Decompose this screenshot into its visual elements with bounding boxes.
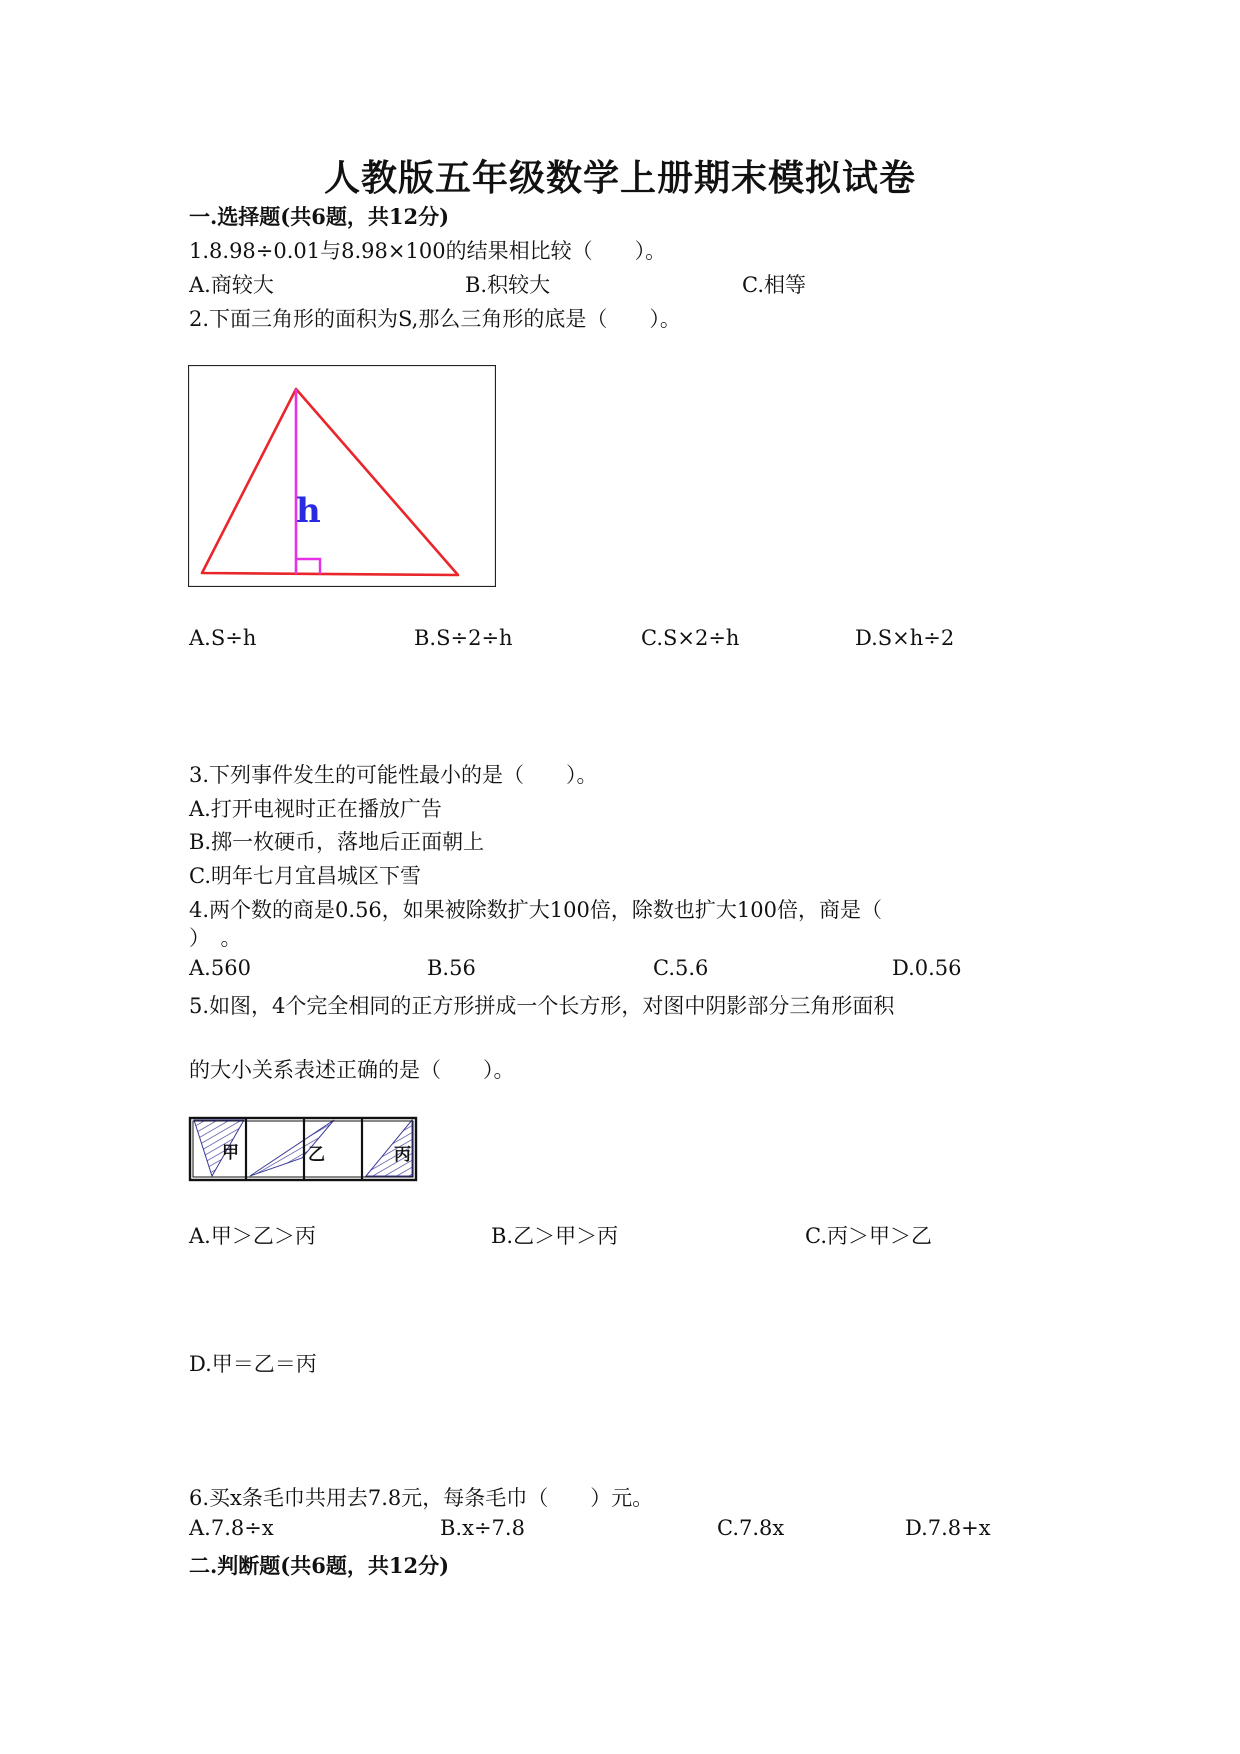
question-2-option-b: B.S÷2÷h [414,626,513,650]
label-bing: 丙 [394,1145,411,1165]
label-jia: 甲 [222,1143,239,1163]
question-1-stem: 1.8.98÷0.01与8.98×100的结果相比较（ ）。 [189,239,667,263]
section-heading-choice: 一.选择题(共6题，共12分) [189,204,450,229]
question-5-stem-line1: 5.如图，4个完全相同的正方形拼成一个长方形，对图中阴影部分三角形面积 [189,994,895,1018]
question-5-option-b: B.乙＞甲＞丙 [491,1224,619,1248]
question-2-stem: 2.下面三角形的面积为S,那么三角形的底是（ ）。 [189,307,681,331]
question-3-option-c: C.明年七月宜昌城区下雪 [189,864,421,888]
question-6-option-b: B.x÷7.8 [440,1516,525,1540]
question-6-stem: 6.买x条毛巾共用去7.8元，每条毛巾（ ）元。 [189,1486,654,1510]
question-2-option-d: D.S×h÷2 [855,626,955,650]
question-4-option-b: B.56 [427,956,476,980]
question-3-stem: 3.下列事件发生的可能性最小的是（ ）。 [189,763,598,787]
question-4-option-a: A.560 [189,956,251,980]
figure-border [189,366,496,587]
question-4-stem-line2: ） 。 [189,926,242,950]
question-6-option-a: A.7.8÷x [189,1516,274,1540]
question-5-stem-line2: 的大小关系表述正确的是（ ）。 [189,1058,515,1082]
question-6-option-d: D.7.8+x [905,1516,991,1540]
squares-figure [188,1116,418,1182]
triangle-figure [188,365,496,587]
question-2-option-c: C.S×2÷h [641,626,740,650]
question-3-option-a: A.打开电视时正在播放广告 [189,797,442,821]
height-label: h [296,491,321,531]
question-1-option-c: C.相等 [742,273,806,297]
page-title: 人教版五年级数学上册期末模拟试卷 [323,157,916,199]
question-1-option-a: A.商较大 [189,273,274,297]
question-6-option-c: C.7.8x [717,1516,785,1540]
question-3-option-b: B.掷一枚硬币，落地后正面朝上 [189,830,485,854]
question-5-option-d: D.甲＝乙＝丙 [189,1352,317,1376]
section-heading-judgment: 二.判断题(共6题，共12分) [189,1553,450,1578]
label-yi: 乙 [308,1145,325,1165]
question-5-option-c: C.丙＞甲＞乙 [805,1224,932,1248]
question-1-option-b: B.积较大 [465,273,551,297]
question-4-option-d: D.0.56 [892,956,962,980]
question-4-stem-line1: 4.两个数的商是0.56，如果被除数扩大100倍，除数也扩大100倍，商是（ [189,898,882,922]
question-2-option-a: A.S÷h [189,626,257,650]
question-4-option-c: C.5.6 [653,956,709,980]
question-5-option-a: A.甲＞乙＞丙 [189,1224,316,1248]
